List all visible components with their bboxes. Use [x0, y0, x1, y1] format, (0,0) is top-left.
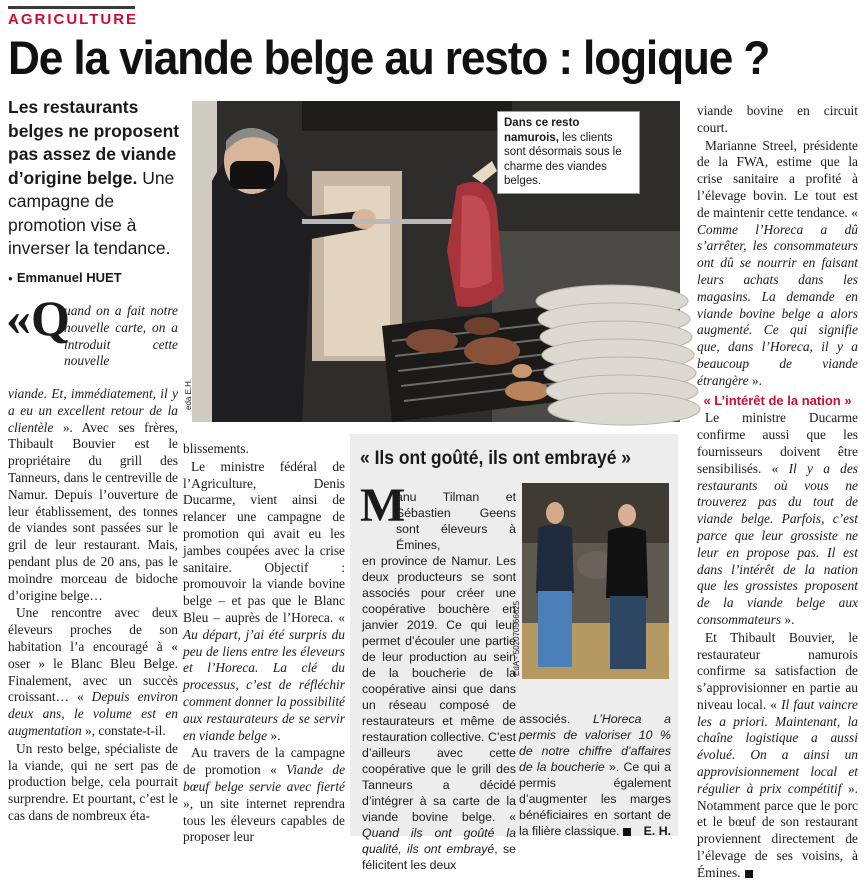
intro-quote: uand on a fait notre nouvelle carte, on a introduit cette nouvelle: [64, 303, 178, 369]
box-title: « Ils ont goûté, ils ont embrayé »: [360, 448, 632, 469]
col2-p2-end: ».: [267, 727, 281, 743]
col3-p2: Marianne Streel, présidente de la FWA, estime que la crise sanitaire a profité à l’élevage bovin. Le tout est de maintenir cette tendance. «: [697, 137, 858, 220]
col1-p2: Une rencontre avec deux éleveurs proches de son habitation l’a encouragé à « oser » le Blanc Bleu Belge. Finalement, avec un succès croissant… «: [8, 605, 178, 705]
col2-p3: Au travers de la campagne de promotion «: [183, 745, 345, 778]
intro-quote-end: viande. Et, immédiatement, il y a eu un excellent retour de la clientèle: [8, 386, 178, 435]
col1-p2-end: », constate-t-il.: [81, 722, 166, 738]
box-b-quote: Quand ils ont goûté la qualité, ils ont embrayé: [362, 826, 516, 856]
col1-p3: Un resto belge, spécialiste de la viande, qui ne sert pas de production belge, cela pourrait surprendre. Et pourtant, c’est le cas dans de nombreux éta-: [8, 740, 178, 823]
col2-p2-quote: Au départ, j’ai été surpris du peu de liens entre les éleveurs et l’Horeca. La clé du processus, c’est de réfléchir comment donner la possibilité aux restaurateurs de se servir en viande belge: [183, 626, 345, 743]
photo-farmers-illustration: [522, 483, 669, 679]
box-dropcap: M: [360, 479, 406, 532]
column-3: [697, 103, 858, 883]
box-b-end: , se félicitent les deux: [362, 842, 517, 872]
subhead: « L’intérêt de la nation »: [703, 392, 852, 408]
quote-dropcap: «Q: [6, 290, 70, 346]
col3-p3-end: ».: [781, 611, 795, 627]
col3-p4: Et Thibault Bouvier, le restaurateur namurois confirme sa satisfaction de s’approvisionner en partie au niveau local. «: [697, 629, 858, 712]
col3-p1: viande bovine en circuit court.: [697, 103, 858, 135]
box-photo-credit: EdA - 502070566625: [512, 600, 521, 676]
headline: De la viande belge au resto : logique ?: [8, 31, 770, 84]
article-end-icon: [745, 870, 753, 878]
box-c-end: ». Ce qui a permis également d’augmenter les marges bénéficiaires en sortant de la filière classique.: [519, 760, 671, 838]
photo-caption: [497, 111, 640, 194]
col3-p3: Le ministre Ducarme confirme aussi que les fournisseurs doivent être sensibilisés. «: [697, 410, 858, 476]
col2-p1: blissements.: [183, 441, 249, 456]
column-1: [8, 386, 178, 826]
col2-p3-end: », un site internet reprendra tous les éleveurs capables de proposer leur: [183, 795, 345, 845]
box-c: associés.: [519, 712, 593, 726]
col3-p2-quote: Comme l’Horeca a dû s’arrêter, les consommateurs ont dû se nourrir en faisant leurs achats dans les magasins. La demande en viande bovine belge a alors augmenté. Ce qui signifie que, dans l’Horeca, il y a beaucoup de viande étrangère: [697, 221, 858, 388]
col3-p4-end: ». Notamment parce que le porc et le bœuf de son restaurant proviennent directement de l’élevage de ses voisins, à Émines.: [697, 780, 859, 880]
lead-rest: Une campagne de promotion vise à inverser la tendance.: [8, 167, 175, 258]
col3-p2-end: ».: [748, 372, 762, 388]
column-2: [183, 441, 345, 847]
col2-p2: Le ministre fédéral de l’Agriculture, Denis Ducarme, vient ainsi de relancer une campagne de promotion qui avait eu les jambes coupées avec la crise sanitaire. Objectif : promouvoir la viande bovine belge – et pas que le Blanc Bleu – auprès de l’Horeca. «: [183, 458, 345, 625]
col1-text: ». Avec ses frères, Thibault Bouvier est le propriétaire du grill des Tanneurs, dans le centreville de Namur. Depuis l’ouverture de leur établissement, des tonnes de viandes sont passées sur le gril de leur restaurant. Mais, pendant plus de 20 ans, pas le moindre morceau de bidoche d’origine belge…: [8, 419, 178, 603]
box-b: en province de Namur. Les deux producteurs se sont associés pour créer une coopérative bouchère en janvier 2019. Ce qui leur permet d’écouler une partie de leur production au sein de la boucherie de la coopérative ainsi que dans un réseau composé de restaurateurs et même de restauration collective. C’est d’ailleurs avec cette coopérative que le grill des Tanneurs a décidé d’intégrer à sa carte de la viande bovine belge. «: [362, 554, 516, 824]
col1-p2-quote: Depuis environ deux ans, le volume est en augmentation: [8, 689, 178, 738]
box-text-1: [362, 553, 516, 873]
end-mark-icon: [623, 828, 631, 836]
box-text-2: [519, 711, 671, 839]
col2-p3-quote: Viande de bœuf belge servie avec fierté: [183, 762, 346, 794]
box-c-quote: L’Horeca a permis de valoriser 10 % de notre chiffre d’affaires de la boucherie: [519, 712, 671, 774]
photo-farmers: [522, 483, 669, 679]
col3-p4-quote: Il faut vaincre les a priori. Maintenant, la chaîne logistique a aussi évolué. On a ainsi un approvisionnement local et régulier à prix compétitif: [697, 696, 858, 796]
photo-credit: eda E.H.: [184, 378, 193, 410]
rubric: AGRICULTURE: [8, 11, 139, 28]
byline: ● Emmanuel HUET: [8, 270, 122, 285]
lead-bold: Les restaurants belges ne proposent pas assez de viande d’origine belge.: [8, 97, 180, 188]
rubric-rule: [8, 6, 135, 9]
box-signature: E. H.: [643, 824, 671, 838]
caption-text: les clients sont désormais sous le charme des viandes belges.: [504, 131, 622, 187]
col3-p3-quote: Il y a des restaurants où vous ne trouverez pas du tout de viande belge. Parfois, c’est parce que leur grossiste ne leur en propose pas. Il est dans l’intérêt de la nation que les grossistes proposent de la viande belge aux consommateurs: [697, 460, 858, 627]
caption-bold: Dans ce resto namurois,: [504, 117, 580, 144]
lead: [8, 96, 180, 261]
box-intro: anu Tilman et Sébastien Geens sont éleveurs à Émines,: [396, 490, 516, 552]
column-1-intro: [64, 303, 178, 370]
